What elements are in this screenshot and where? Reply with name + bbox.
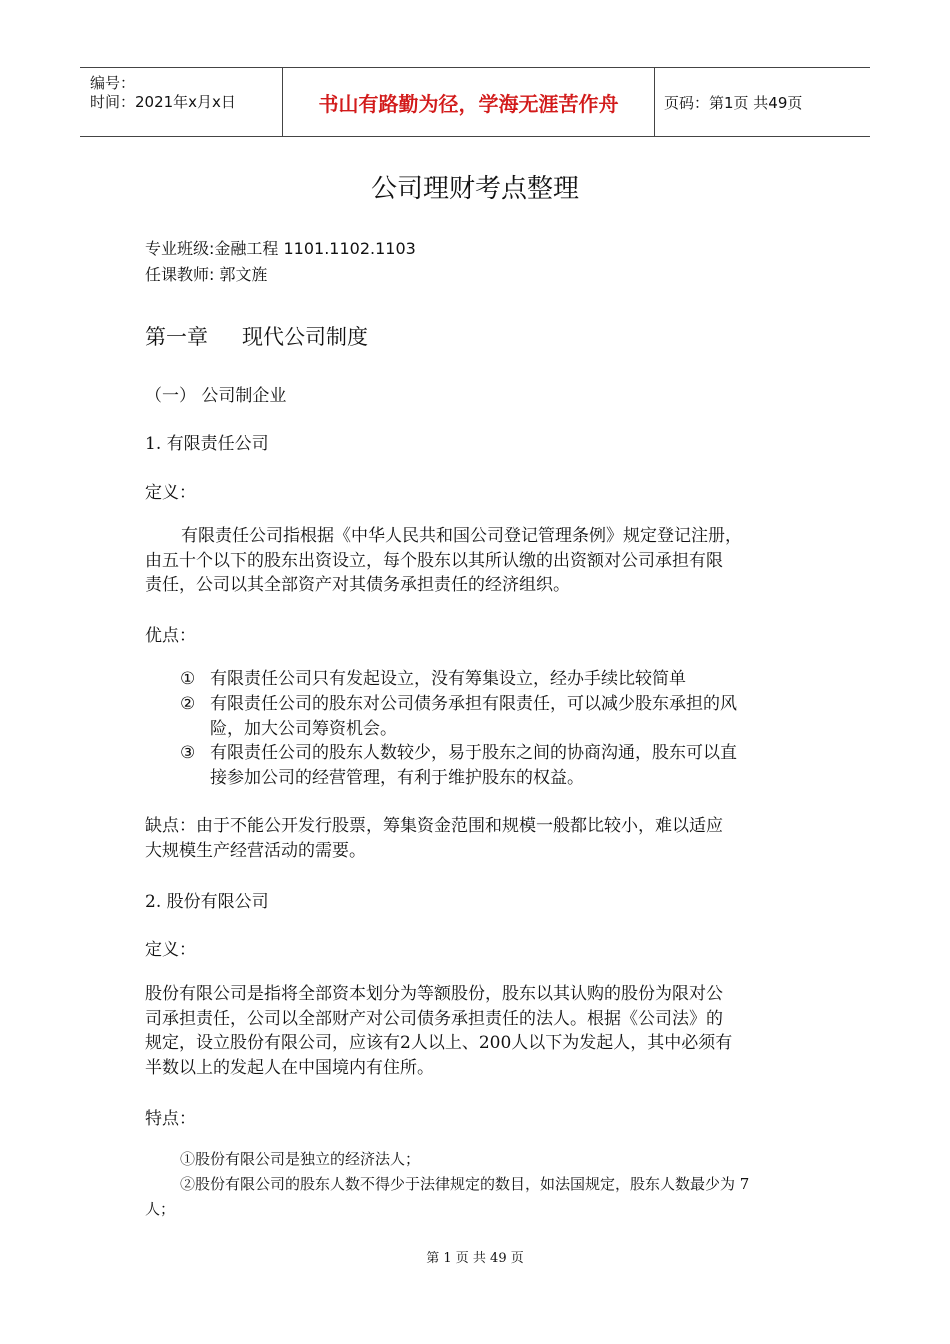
header-meta (90, 74, 236, 112)
page-title: 公司理财考点整理 (370, 174, 579, 204)
chapter-name: 现代公司制度 (242, 325, 368, 349)
page-footer: 第 1 页 共 49 页 (426, 1251, 524, 1266)
paragraph-line: 由五十个以下的股东出资设立，每个股东以其所认缴的出资额对公司承担有限 (145, 550, 723, 571)
paragraph-line: 缺点：由于不能公开发行股票，筹集资金范围和规模一般都比较小，难以适应 (145, 816, 723, 836)
list-text: 有限责任公司的股东对公司债务承担有限责任，可以减少股东承担的风 (210, 694, 737, 714)
feature-line: ①股份有限公司是独立的经济法人； (180, 1150, 421, 1168)
paragraph-line: 半数以上的发起人在中国境内有住所。 (145, 1057, 434, 1078)
list-text: 有限责任公司的股东人数较少，易于股东之间的协商沟通，股东可以直 (210, 743, 737, 763)
subsection-heading: 2. 股份有限公司 (145, 892, 269, 912)
paragraph-line: 有限责任公司指根据《中华人民共和国公司登记管理条例》规定登记注册， (181, 526, 742, 546)
list-number: ① (180, 669, 196, 689)
list-number: ③ (180, 743, 196, 763)
list-number: ② (180, 694, 196, 714)
list-text: 有限责任公司只有发起设立，没有筹集设立，经办手续比较简单 (210, 669, 686, 689)
advantages-label: 优点： (145, 626, 196, 646)
features-label: 特点： (145, 1109, 196, 1129)
definition-paragraph (145, 982, 815, 1080)
paragraph-line: 责任，公司以其全部资产对其债务承担责任的经济组织。 (145, 575, 570, 595)
list-item (180, 692, 820, 741)
list-text: 险，加大公司筹资机会。 (210, 718, 397, 739)
feature-line: 人； (145, 1200, 176, 1218)
definition-label: 定义： (145, 483, 196, 503)
subsection-heading: 1. 有限责任公司 (145, 434, 269, 454)
header-time-label: 时间：2021年x月x日 (90, 93, 236, 111)
paragraph-line: 司承担责任，公司以全部财产对公司债务承担责任的法人。根据《公司法》的 (145, 1008, 723, 1029)
header-divider (654, 68, 655, 136)
header-code-label: 编号： (90, 74, 136, 92)
feature-line: ②股份有限公司的股东人数不得少于法律规定的数目，如法国规定，股东人数最少为 7 (180, 1175, 750, 1193)
paragraph-line: 股份有限公司是指将全部资本划分为等额股份，股东以其认购的股份为限对公 (145, 984, 723, 1004)
class-info: 专业班级:金融工程 1101.1102.1103 (145, 239, 416, 258)
definition-label: 定义： (145, 940, 196, 960)
list-item (180, 741, 820, 790)
paragraph-line: 大规模生产经营活动的需要。 (145, 840, 366, 861)
chapter-heading (145, 321, 368, 351)
list-text: 接参加公司的经营管理，有利于维护股东的权益。 (210, 767, 584, 788)
section-heading: （一） 公司制企业 (145, 386, 287, 406)
teacher-info: 任课教师: 郭文旌 (145, 265, 268, 284)
chapter-number: 第一章 (145, 325, 208, 349)
paragraph-line: 规定，设立股份有限公司，应该有2人以上、200人以下为发起人，其中必须有 (145, 1033, 733, 1053)
header-page-info: 页码：第1页 共49页 (664, 94, 803, 112)
document-header (80, 67, 870, 137)
list-item (180, 667, 820, 692)
disadvantages-paragraph (145, 814, 815, 863)
header-motto: 书山有路勤为径，学海无涯苦作舟 (318, 91, 619, 116)
definition-paragraph (145, 524, 815, 598)
